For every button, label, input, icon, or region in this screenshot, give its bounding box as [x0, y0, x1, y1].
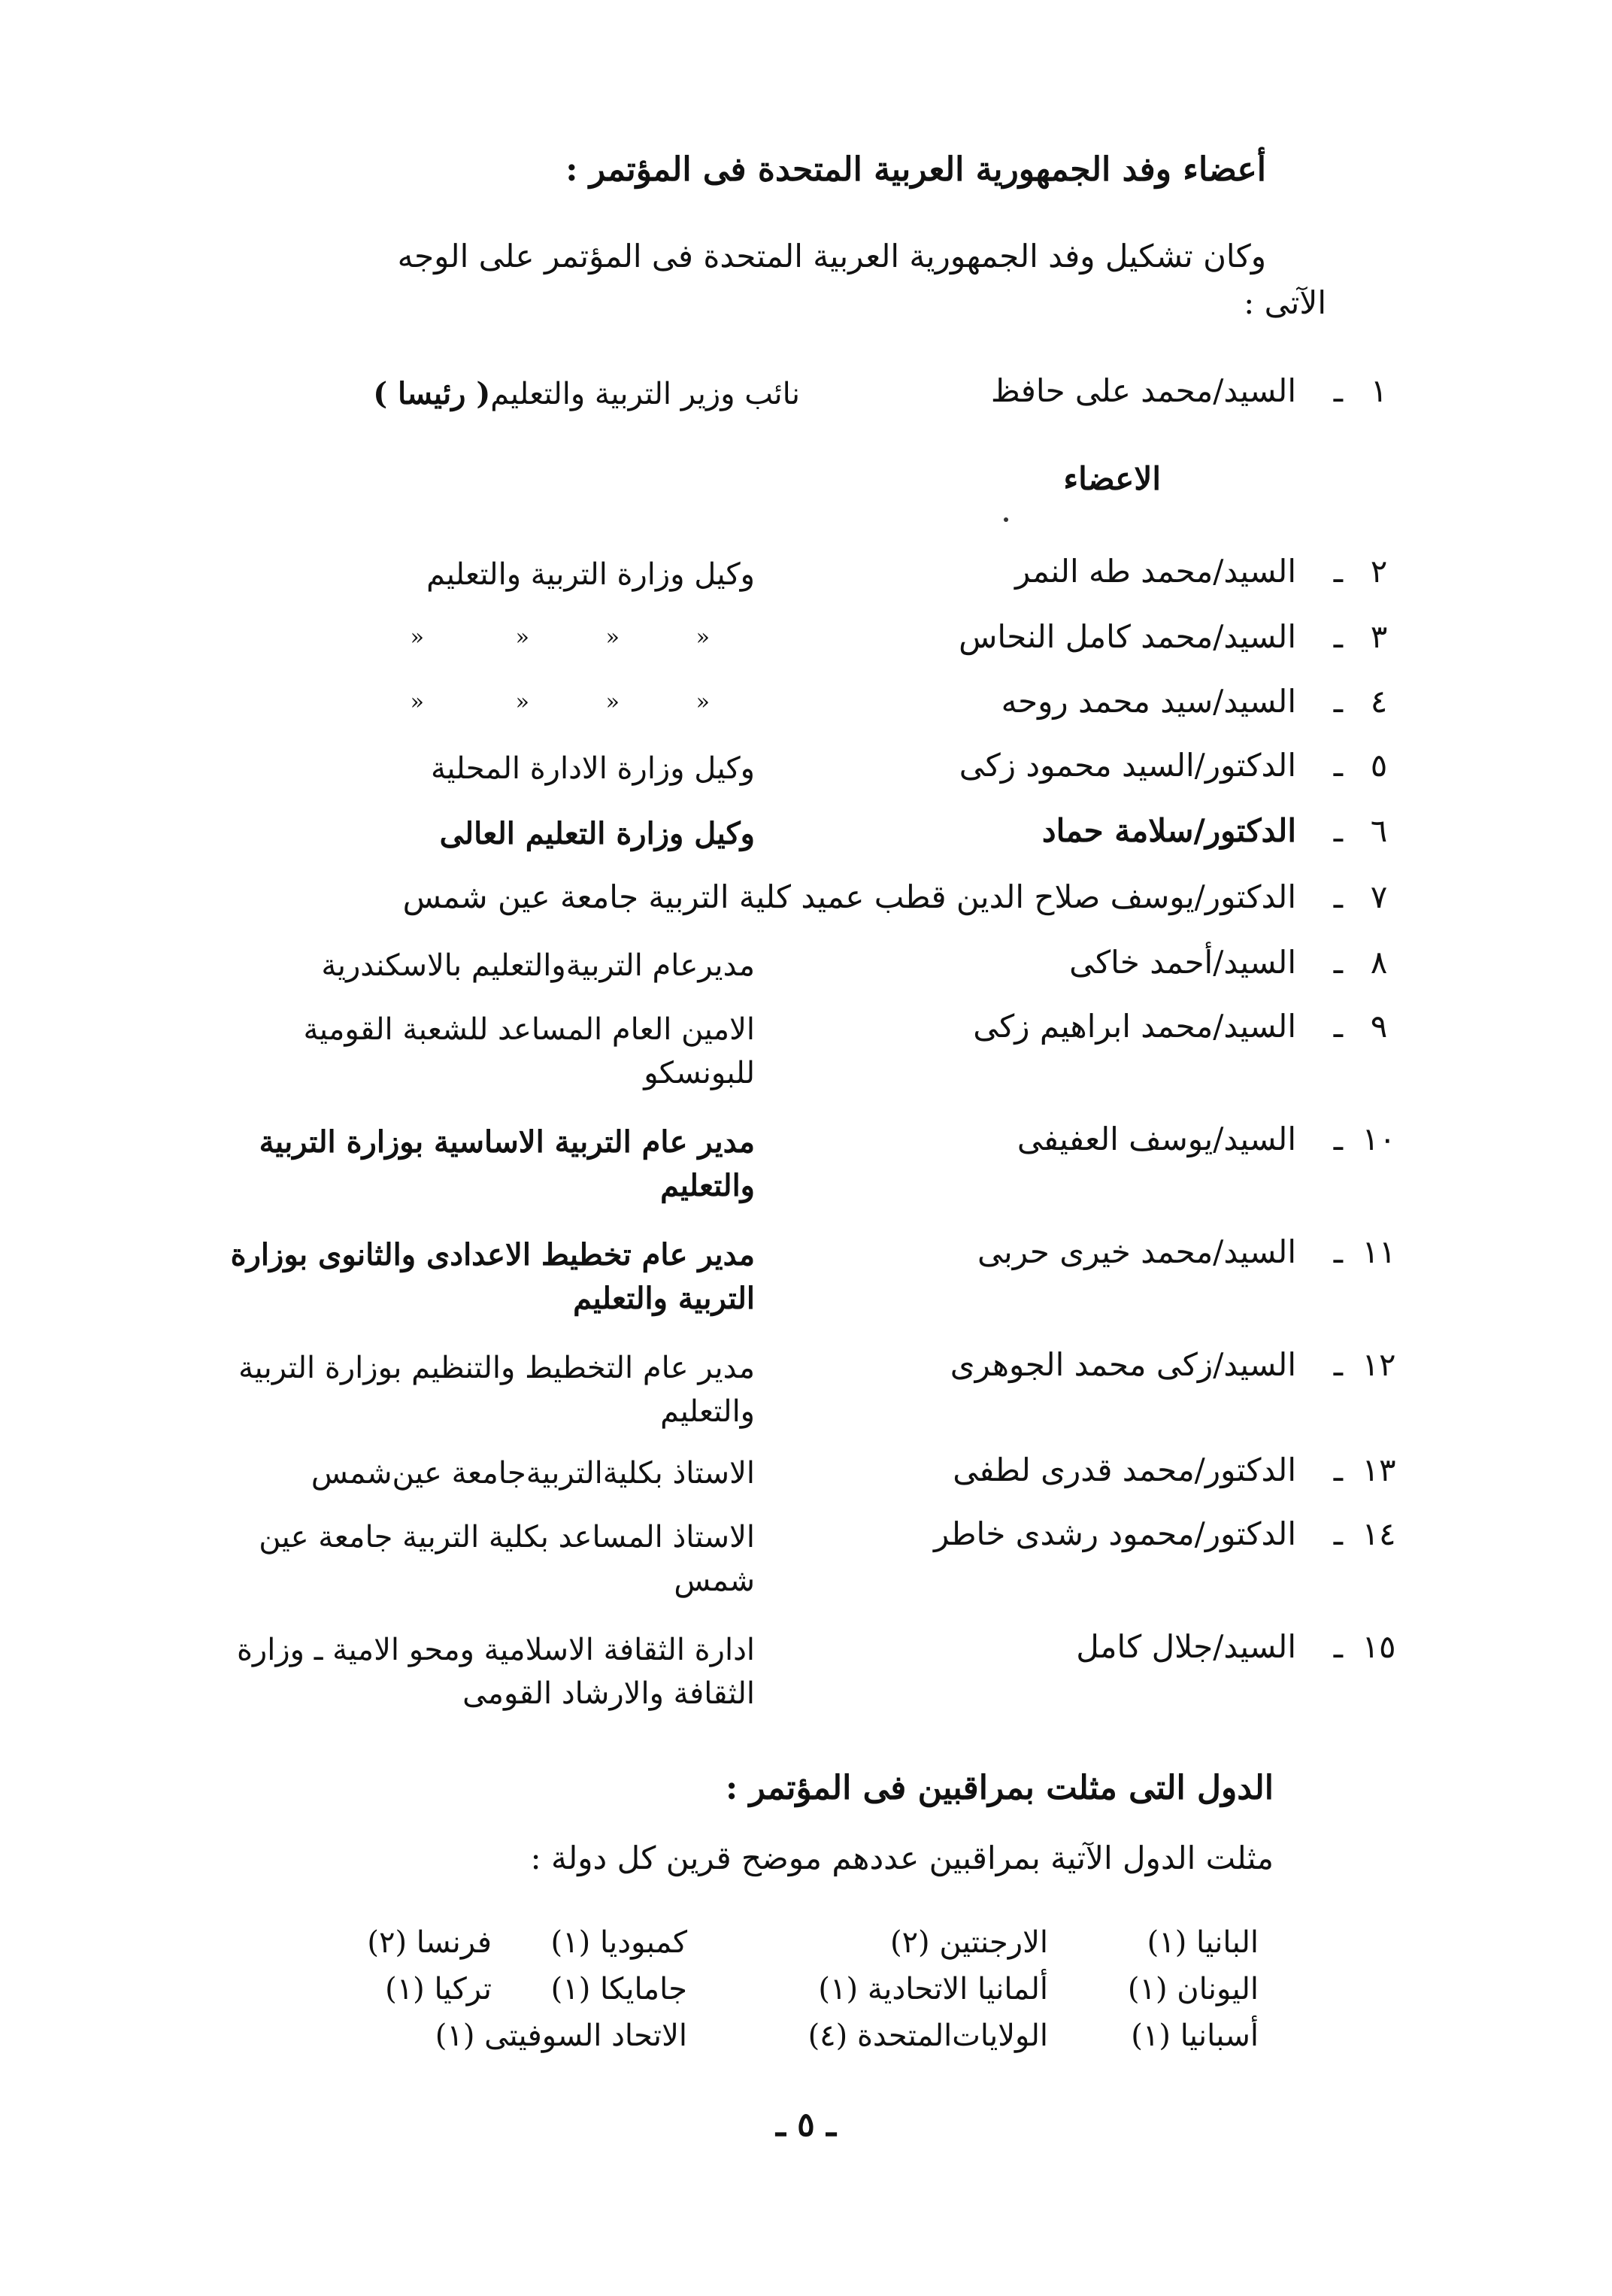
- ditto-mark: «: [605, 689, 620, 715]
- row-number: ١٥: [1362, 1628, 1396, 1665]
- ditto-mark: «: [515, 689, 529, 715]
- member-row: [0, 747, 1612, 799]
- country-entry: الولايات‌المتحدة (٤): [808, 2018, 1048, 2053]
- row-number: ٥: [1370, 747, 1388, 784]
- ditto-mark: «: [605, 624, 620, 651]
- member-row: [0, 1233, 1612, 1316]
- countries-row: [281, 2018, 1259, 2065]
- row-number: ١٤: [1362, 1515, 1396, 1552]
- country-entry: الاتحاد السوفيتى (١): [435, 2018, 687, 2053]
- member-name: الدكتور/محمود رشدى خاطر: [933, 1515, 1296, 1552]
- country-entry: تركيا (١): [385, 1972, 492, 2006]
- row-dash: ـ: [1333, 1515, 1343, 1552]
- president-name: السيد/محمد على حافظ: [990, 372, 1296, 409]
- member-name: السيد/زكى محمد الجوهرى: [950, 1346, 1296, 1383]
- members-heading: الاعضاء: [1063, 460, 1161, 497]
- row-number: ١٠: [1362, 1121, 1396, 1157]
- row-dash: ـ: [1333, 618, 1343, 655]
- row-number: ٨: [1370, 944, 1388, 981]
- row-dash: ـ: [1333, 1451, 1343, 1488]
- ditto-mark: «: [695, 689, 710, 715]
- ditto-mark: «: [410, 689, 424, 715]
- countries-grid: [281, 1925, 1259, 2065]
- row-number: ٤: [1370, 683, 1388, 720]
- row-number: ٢: [1370, 553, 1388, 590]
- president-row: [0, 372, 1612, 425]
- row-number: ٣: [1370, 618, 1388, 655]
- delegation-heading: أعضاء وفد الجمهورية العربية المتحدة فى المؤتمر :: [565, 150, 1266, 189]
- countries-row: [281, 1925, 1259, 1972]
- member-name: السيد/محمد كامل النحاس: [959, 618, 1296, 655]
- member-name: السيد/سيد محمد روحه: [1001, 683, 1296, 720]
- observers-heading: الدول التى مثلت بمراقبين فى المؤتمر :: [725, 1769, 1274, 1807]
- row-number: ١١: [1362, 1233, 1396, 1270]
- delegation-intro-line2: الآتى :: [1244, 284, 1326, 321]
- row-number: ٧: [1370, 878, 1388, 915]
- row-dash: ـ: [1333, 553, 1343, 590]
- member-title: مدير عام التربية الاساسية بوزارة التربية والتعليم: [259, 1124, 755, 1203]
- member-title: وكيل وزارة التربية والتعليم: [426, 557, 755, 592]
- row-dash: ـ: [1333, 683, 1343, 720]
- member-name: السيد/محمد طه النمر: [1015, 553, 1296, 590]
- country-entry: الارجنتين (٢): [889, 1925, 1048, 1960]
- row-dash: ـ: [1333, 1121, 1343, 1157]
- member-row: [0, 553, 1612, 605]
- member-title: مديرعام التربيةوالتعليم بالاسكندرية: [321, 948, 755, 983]
- member-row: [0, 683, 1612, 736]
- row-dash: ـ: [1333, 747, 1343, 784]
- member-title: ادارة الثقافة الاسلامية ومحو الامية ـ وزارة الثقافة والارشاد القومى: [236, 1633, 755, 1711]
- row-dash: ـ: [1333, 1233, 1343, 1270]
- country-entry: اليونان (١): [1127, 1972, 1259, 2006]
- delegation-intro-line1: وكان تشكيل وفد الجمهورية العربية المتحدة فى المؤتمر على الوجه: [397, 238, 1266, 274]
- member-name: الدكتور/محمد قدرى لطفى: [953, 1451, 1296, 1488]
- member-row: [0, 1451, 1612, 1504]
- member-row: [0, 1346, 1612, 1429]
- delegation-intro: [274, 233, 1326, 326]
- country-entry: جامايكا (١): [550, 1972, 687, 2006]
- member-row: [0, 1008, 1612, 1090]
- member-name: الدكتور/السيد محمود زكى: [959, 747, 1296, 784]
- member-row: [0, 1515, 1612, 1598]
- member-row: [0, 1121, 1612, 1203]
- member-name: السيد/جلال كامل: [1076, 1628, 1296, 1665]
- member-row: [0, 878, 1612, 931]
- member-title: مدير عام تخطيط الاعدادى والثانوى بوزارة التربية والتعليم: [230, 1237, 755, 1316]
- member-name: الدكتور/سلامة حماد: [1041, 812, 1296, 849]
- row-dash: ـ: [1333, 1628, 1343, 1665]
- member-name: السيد/أحمد خاكى: [1069, 944, 1296, 981]
- country-entry: البانيا (١): [1147, 1925, 1259, 1960]
- member-title: الامين العام المساعد للشعبة القومية للبونسكو: [303, 1012, 755, 1090]
- row-dash: ـ: [1333, 944, 1343, 981]
- member-name: السيد/محمد خيرى حربى: [977, 1233, 1296, 1270]
- row-dash: ـ: [1333, 878, 1343, 915]
- member-title: وكيل وزارة الادارة المحلية: [430, 751, 755, 786]
- ditto-mark: «: [695, 624, 710, 651]
- member-title: الاستاذ بكليةالتربيةجامعة عين‌شمس: [311, 1456, 755, 1491]
- country-entry: ألمانيا الاتحادية (١): [818, 1972, 1048, 2006]
- member-row: [0, 618, 1612, 671]
- member-row: [0, 1628, 1612, 1711]
- ditto-mark: «: [410, 624, 424, 651]
- stray-dot: [1004, 517, 1008, 522]
- member-name: الدكتور/يوسف صلاح الدين قطب عميد كلية التربية جامعة عين شمس: [402, 878, 1296, 915]
- row-dash: ـ: [1333, 1008, 1343, 1045]
- row-number: ١٢: [1362, 1346, 1396, 1383]
- observers-intro: مثلت الدول الآتية بمراقبين عددهم موضح قرين كل دولة :: [530, 1840, 1274, 1876]
- president-title: نائب وزير التربية والتعليم( رئيسا ): [373, 376, 800, 411]
- row-dash: ـ: [1333, 372, 1343, 409]
- row-dash: ـ: [1333, 1346, 1343, 1383]
- page-number: ـ ٥ ـ: [775, 2106, 837, 2144]
- row-number: ٦: [1370, 812, 1388, 849]
- member-title: وكيل وزارة التعليم العالى: [439, 816, 755, 851]
- member-title: مدير عام التخطيط والتنظيم بوزارة التربية والتعليم: [238, 1351, 755, 1429]
- member-title: الاستاذ المساعد بكلية التربية جامعة عين شمس: [259, 1520, 755, 1598]
- member-name: السيد/محمد ابراهيم زكى: [973, 1008, 1296, 1045]
- member-row: [0, 944, 1612, 996]
- row-dash: ـ: [1333, 812, 1343, 849]
- row-number: ٩: [1370, 1008, 1388, 1045]
- country-entry: فرنسا (٢): [367, 1925, 492, 1960]
- countries-row: [281, 1972, 1259, 2018]
- country-entry: أسبانيا (١): [1131, 2018, 1259, 2053]
- president-role: ( رئيسا ): [373, 376, 491, 411]
- member-name: السيد/يوسف العفيفى: [1017, 1121, 1296, 1157]
- member-row: [0, 812, 1612, 865]
- row-number: ١: [1370, 372, 1388, 409]
- country-entry: كمبوديا (١): [550, 1925, 687, 1960]
- ditto-mark: «: [515, 624, 529, 651]
- row-number: ١٣: [1362, 1451, 1396, 1488]
